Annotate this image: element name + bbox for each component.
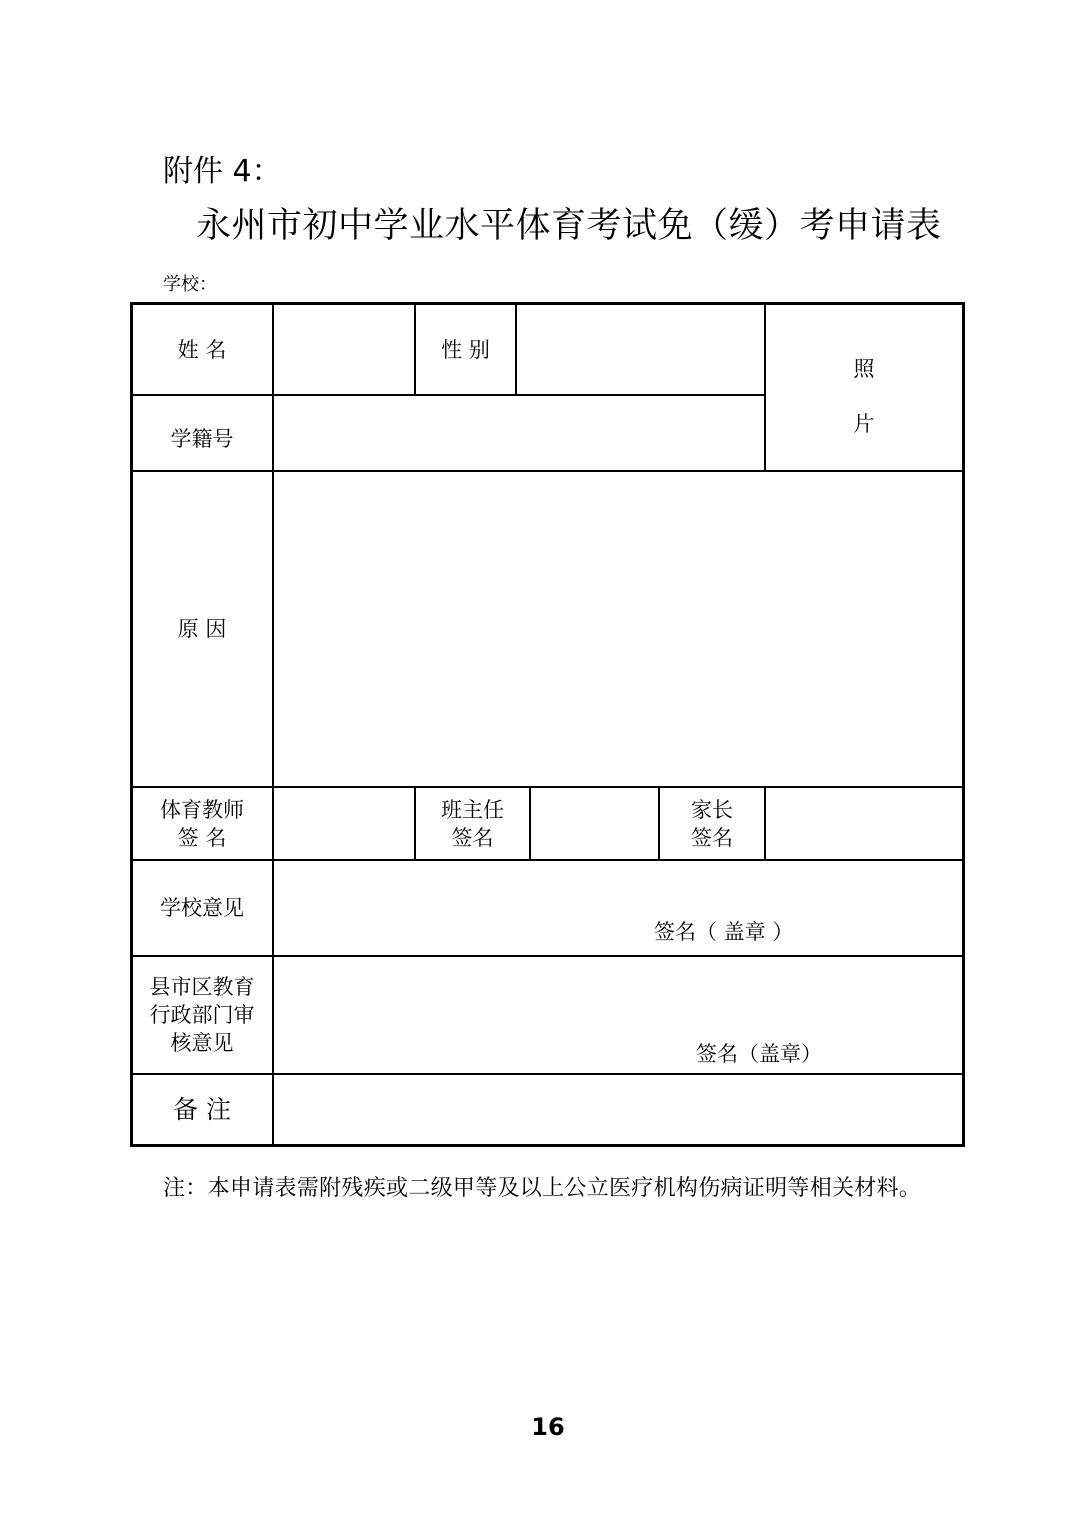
- row-divider-name: [130, 394, 765, 396]
- gender-label: 性 别: [441, 337, 490, 362]
- document-title: 永州市初中学业水平体育考试免（缓）考申请表: [196, 206, 942, 246]
- reason-label: 原 因: [177, 617, 227, 641]
- student-id-label: 学籍号: [170, 427, 234, 451]
- school-label: 学校：: [163, 274, 217, 295]
- footnote: 注：本申请表需附残疾或二级甲等及以上公立医疗机构伤病证明等相关材料。: [163, 1176, 922, 1201]
- table-border-right: [962, 302, 965, 1147]
- col-divider-labels: [272, 302, 274, 1147]
- photo-label-top: 照: [853, 357, 875, 381]
- attachment-label: 附件 4：: [163, 154, 282, 189]
- photo-label-bottom: 片: [853, 412, 875, 436]
- county-opinion-label: 县市区教育 行政部门审 核意见: [149, 975, 255, 1055]
- school-sign-stamp: 签名（ 盖章 ）: [654, 920, 794, 944]
- name-label: 姓 名: [177, 337, 227, 362]
- school-opinion-label: 学校意见: [160, 896, 244, 920]
- pe-teacher-sign-label: 体育教师 签 名: [160, 797, 244, 850]
- table-border-bottom: [130, 1144, 965, 1147]
- col-divider-gender-label: [515, 302, 517, 396]
- col-divider-head-teacher-label: [529, 786, 531, 861]
- remarks-label: 备 注: [173, 1094, 231, 1124]
- page-number: 16: [531, 1413, 565, 1441]
- parent-sign-label: 家长 签名: [691, 797, 733, 850]
- col-divider-photo: [764, 302, 766, 472]
- col-divider-parent-label: [764, 786, 766, 861]
- head-teacher-sign-label: 班主任 签名: [441, 797, 504, 850]
- county-sign-stamp: 签名（盖章）: [696, 1042, 822, 1066]
